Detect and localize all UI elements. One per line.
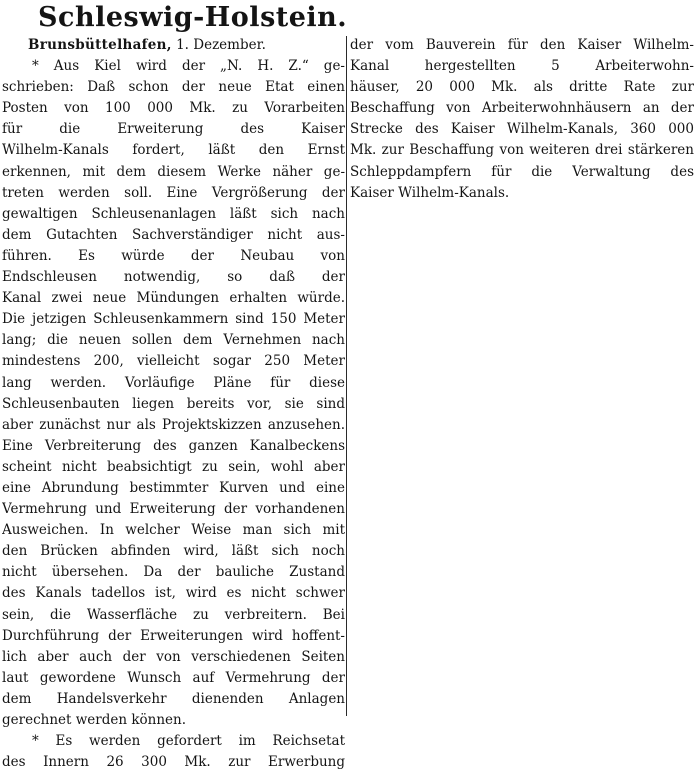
text-line: dem Handelsverkehr dienenden Anlagen (2, 690, 345, 707)
text-line: * Aus Kiel wird der „N. H. Z.“ ge- (32, 58, 345, 75)
text-line: Mk. zur Beschaffung von weiteren drei stärkeren (350, 142, 694, 159)
text-line: Kaiser Wilhelm-Kanals. (350, 184, 510, 201)
text-line: Ausweichen. In welcher Weise man sich mit (2, 522, 345, 539)
text-line: lang; die neuen sollen dem Vernehmen nach (2, 332, 345, 349)
text-line: laut gewordene Wunsch auf Vermehrung der (2, 669, 345, 686)
text-line: schrieben: Daß schon der neue Etat einen (2, 79, 345, 96)
text-line: für die Erweiterung des Kaiser (2, 121, 345, 138)
dateline-date: 1. Dezember. (176, 37, 266, 53)
text-line: Posten von 100 000 Mk. zu Vorarbeiten (2, 100, 345, 117)
text-line: nicht übersehen. Da der bauliche Zustand (2, 564, 345, 581)
text-line: des Innern 26 300 Mk. zur Erwerbung (2, 754, 345, 771)
text-line: Die jetzigen Schleusenkammern sind 150 Meter (2, 311, 345, 328)
text-line: mindestens 200, vielleicht sogar 250 Meter (2, 353, 345, 370)
text-line: treten werden soll. Eine Vergrößerung der (2, 184, 345, 201)
text-line: aber zunächst nur als Projektskizzen anzusehen. (2, 416, 345, 433)
text-line: Strecke des Kaiser Wilhelm-Kanals, 360 000 (350, 121, 694, 138)
text-line: erkennen, mit dem diesem Werke näher ge- (2, 163, 345, 180)
text-line: Schleppdampfern für die Verwaltung des (350, 163, 694, 180)
text-line: Beschaffung von Arbeiterwohnhäusern an der (350, 100, 694, 117)
text-line: lich aber auch der von verschiedenen Seiten (2, 648, 345, 665)
text-line: Kanal hergestellten 5 Arbeiterwohn- (350, 58, 694, 75)
text-line: sein, die Wasserfläche zu verbreitern. Bei (2, 606, 345, 623)
dateline (2, 35, 345, 56)
text-line: führen. Es würde der Neubau von (2, 247, 345, 264)
article-column-left (2, 35, 345, 773)
text-line: gewaltigen Schleusenanlagen läßt sich nach (2, 205, 345, 222)
text-line: des Kanals tadellos ist, wird es nicht schwer (2, 585, 345, 602)
text-line: Eine Verbreiterung des ganzen Kanalbeckens (2, 437, 345, 454)
text-line: Wilhelm-Kanals fordert, läßt den Ernst (2, 142, 345, 159)
text-line: Kanal zwei neue Mündungen erhalten würde. (2, 290, 345, 307)
column-divider (346, 36, 347, 716)
text-line: Endschleusen notwendig, so daß der (2, 269, 345, 286)
text-line: Durchführung der Erweiterungen wird hoffent- (2, 627, 345, 644)
text-line: der vom Bauverein für den Kaiser Wilhelm- (350, 37, 694, 53)
text-line: scheint nicht beabsichtigt zu sein, wohl aber (2, 458, 345, 475)
article-column-right (350, 35, 694, 204)
text-line: häuser, 20 000 Mk. als dritte Rate zur (350, 79, 694, 96)
text-line: * Es werden gefordert im Reichsetat (32, 733, 345, 750)
article-headline: Schleswig-Holstein. (38, 2, 348, 33)
text-line: Vermehrung und Erweiterung der vorhandenen (2, 501, 345, 518)
text-line: den Brücken abfinden wird, läßt sich noch (2, 543, 345, 560)
text-line: eine Abrundung bestimmter Kurven und eine (2, 479, 345, 496)
left-column-text (2, 56, 345, 773)
text-line: lang werden. Vorläufige Pläne für diese (2, 374, 345, 391)
text-line: dem Gutachten Sachverständiger nicht aus- (2, 226, 345, 243)
dateline-place: Brunsbüttelhafen, (28, 37, 172, 53)
right-column-text (350, 35, 694, 204)
text-line: Schleusenbauten liegen bereits vor, sie sind (2, 395, 345, 412)
text-line: gerechnet werden können. (2, 712, 187, 728)
